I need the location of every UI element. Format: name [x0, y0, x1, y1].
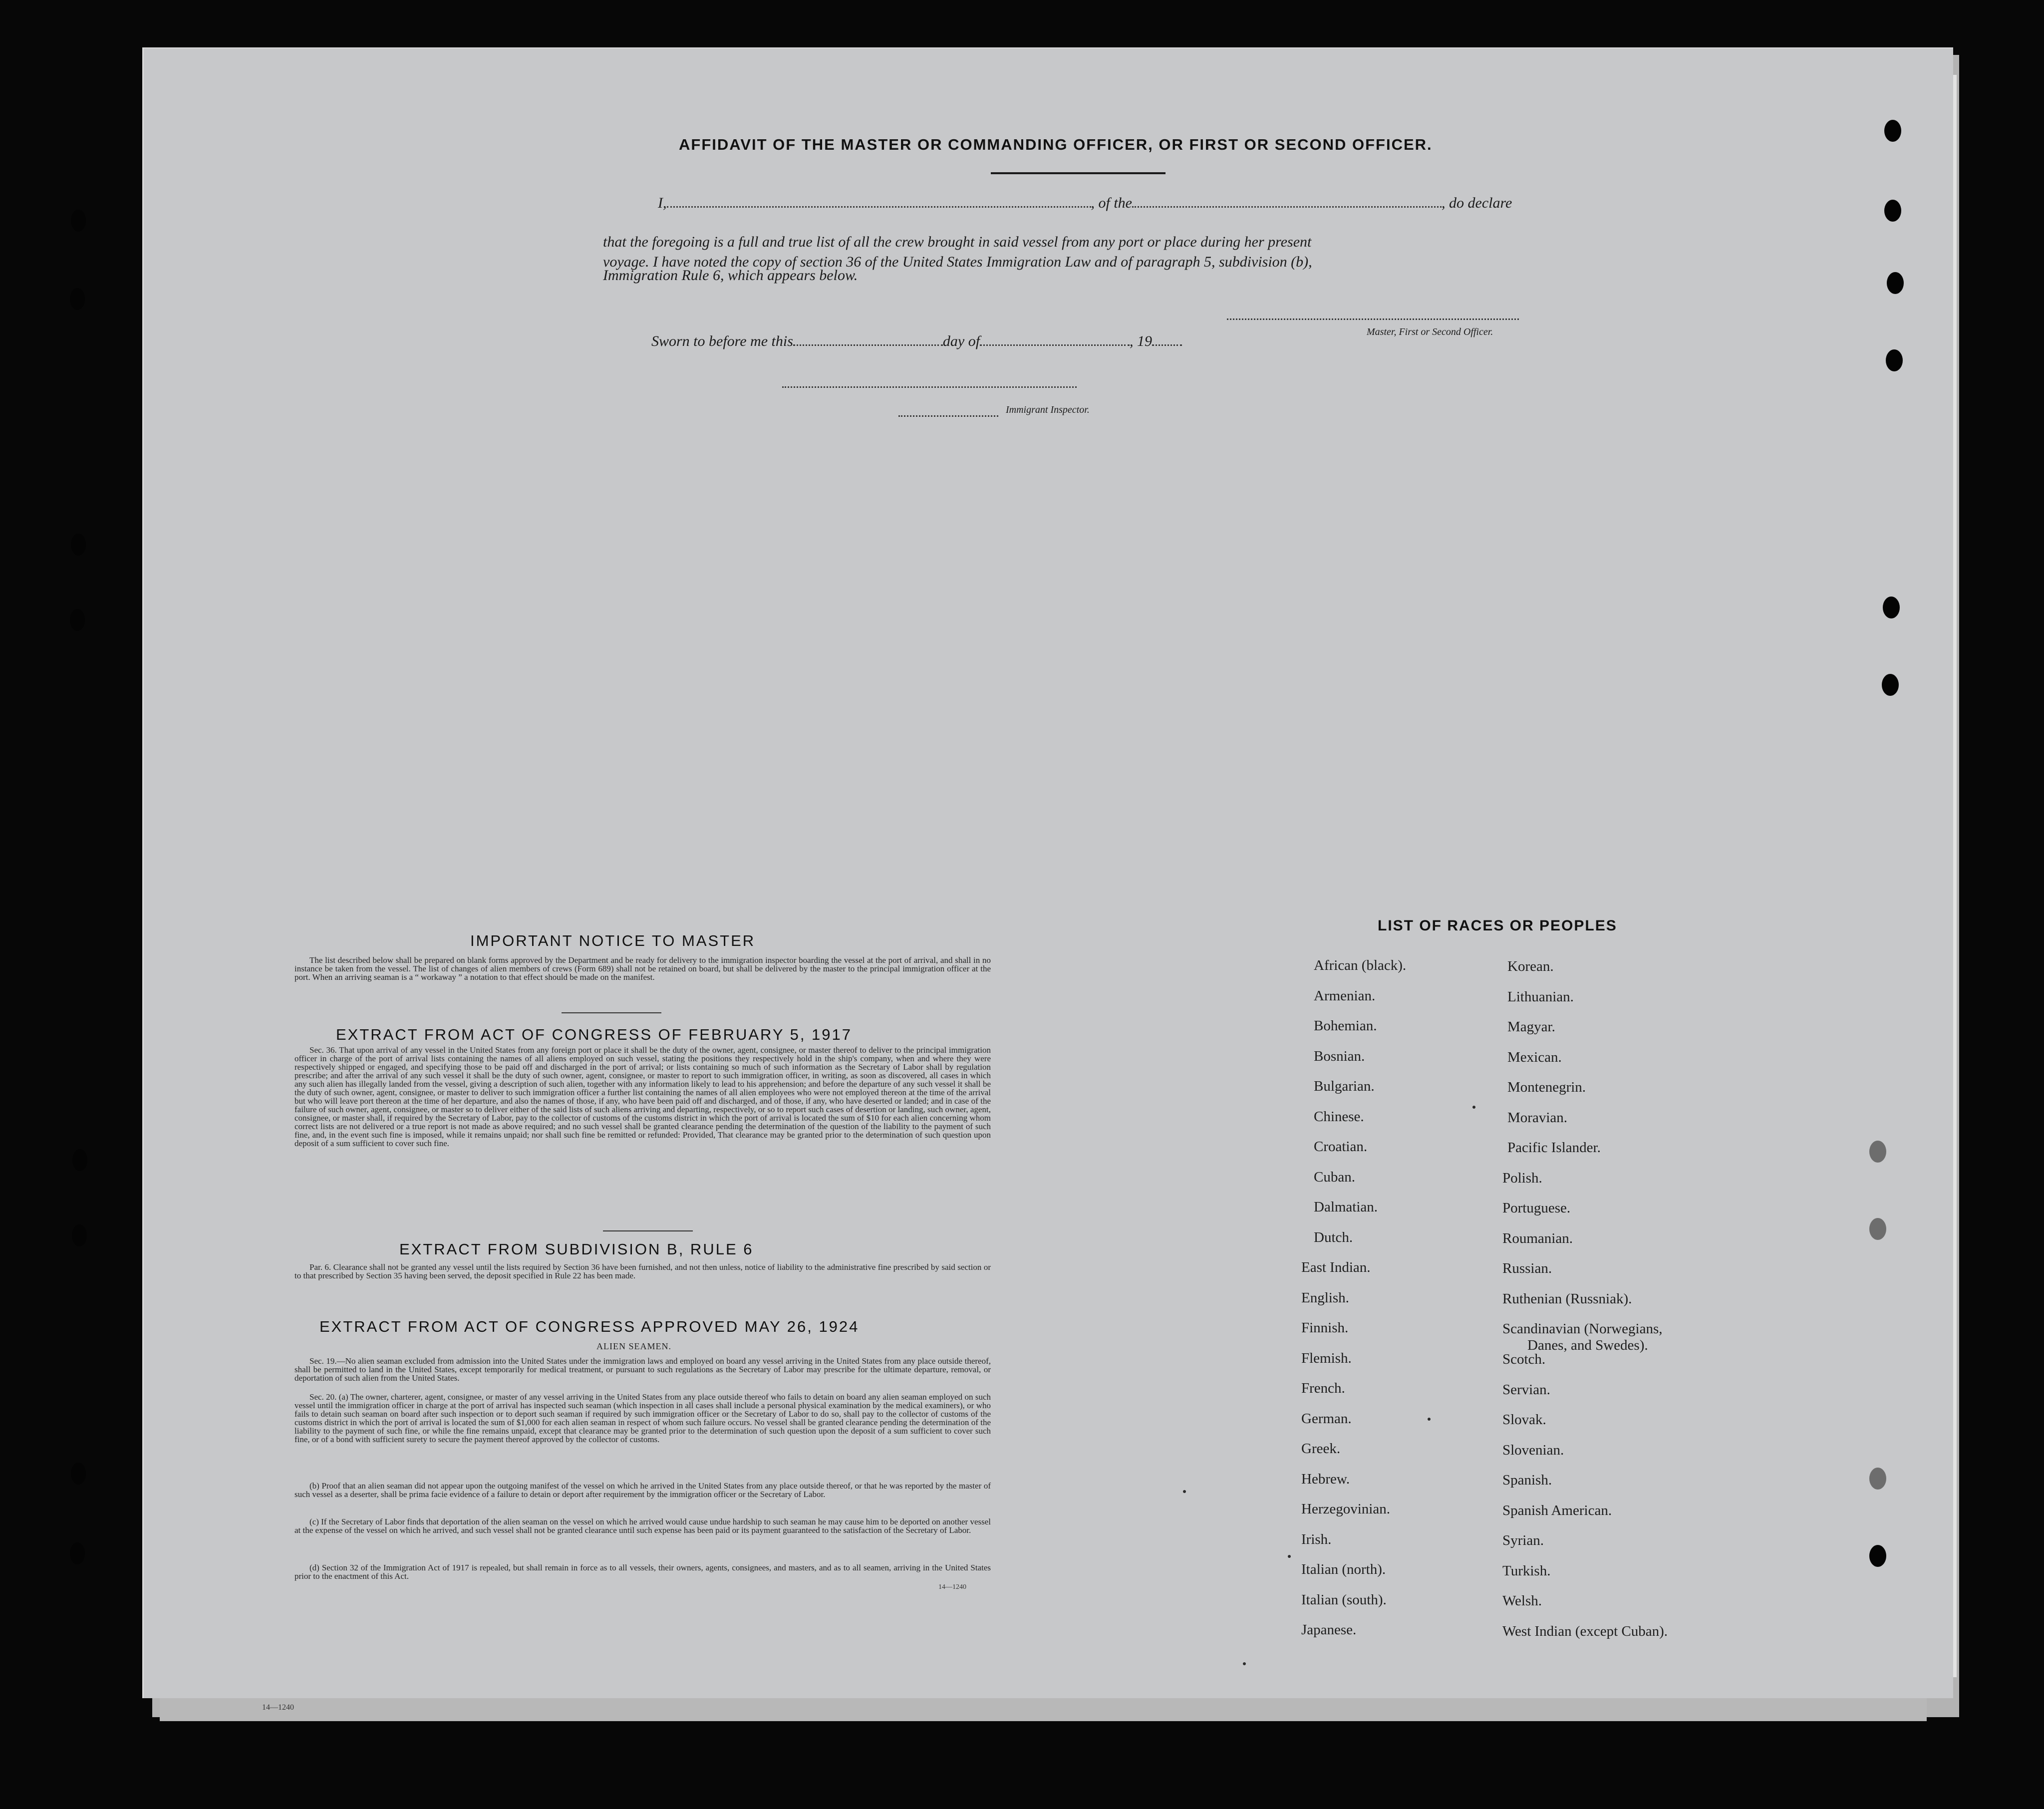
race-item: Lithuanian. — [1507, 988, 1574, 1005]
sec-19-text: Sec. 19.—No alien seaman excluded from admission into the United States under the immigration laws and employed on board any vessel arriving in the United States from any place outside thereof, shall be permitted to land in the United States, except temporarily for medical treatment, or pursuant to such regulations as the Secretary of Labor may prescribe for the ultimate departure, removal, or deportation of such alien from the United States. — [294, 1356, 991, 1383]
inspector-dotted-lead — [898, 413, 998, 417]
affidavit-line-2: that the foregoing is a full and true list of all the crew brought in said vessel from any port or place during her present — [603, 234, 1312, 250]
race-item: Bohemian. — [1314, 1018, 1377, 1034]
race-item: Italian (north). — [1301, 1561, 1386, 1577]
stray-mark — [1472, 1106, 1475, 1109]
sworn-year: , 19 — [1130, 333, 1153, 349]
race-item: Dalmatian. — [1314, 1199, 1378, 1215]
sec-20c-text: (c) If the Secretary of Labor finds that deportation of the alien seaman on the vessel on which he arrived would cause undue hardship to such seaman he may cause him to be deported on another vessel at the expense of the vessel on which he arrived, and such vessel shall not be granted clearance until such expense has been paid or its payment guaranteed to the satisfaction of the Secretary of Labor. — [294, 1517, 991, 1535]
affidavit-line-3: voyage. I have noted the copy of section 36 of the United States Immigration Law and of paragraph 5, subdivision (b), — [603, 254, 1312, 270]
master-caption: Master, First or Second Officer. — [1367, 326, 1493, 337]
race-item: Bulgarian. — [1314, 1078, 1375, 1094]
sworn-line — [651, 333, 1182, 350]
race-item: Welsh. — [1502, 1593, 1542, 1609]
vessel-blank — [1132, 204, 1442, 208]
race-item: Syrian. — [1502, 1532, 1544, 1548]
affidavit-title: AFFIDAVIT OF THE MASTER OR COMMANDING OFFICER, OR FIRST OR SECOND OFFICER. — [679, 136, 1433, 153]
race-item: Spanish American. — [1502, 1502, 1612, 1518]
stray-mark — [1288, 1555, 1291, 1558]
document-sheet — [142, 47, 1953, 1698]
form-number: 14—1240 — [938, 1583, 966, 1591]
race-item: Croatian. — [1314, 1139, 1368, 1155]
sec-20b-text: (b) Proof that an alien seaman did not appear upon the outgoing manifest of the vessel on which he arrived in the United States from any place outside thereof, or that he was reported by the master of such vessel as a deserter, shall be prima facie evidence of a failure to detain or deport after requirement by the immigration officer or the Secretary of Labor. — [294, 1481, 991, 1499]
race-item: Moravian. — [1507, 1109, 1567, 1126]
race-item: Roumanian. — [1502, 1230, 1573, 1246]
punch-hole — [1882, 674, 1899, 696]
race-item: Turkish. — [1502, 1562, 1551, 1579]
affidavit-line-4: Immigration Rule 6, which appears below. — [603, 267, 858, 284]
extract-rule6-body: Par. 6. Clearance shall not be granted any vessel until the lists required by Section 36 have been furnished, and not then unless, notice of liability to the administrative fine prescribed by said section or to that prescribed by Section 35 having been served, the deposit specified in Rule 22 has been made. — [294, 1262, 991, 1280]
race-item: French. — [1301, 1380, 1345, 1396]
stray-mark — [1428, 1418, 1431, 1421]
inspector-caption: Immigrant Inspector. — [1006, 404, 1090, 415]
name-blank — [667, 204, 1091, 208]
affidavit-line-1-end: , do declare — [1442, 195, 1512, 211]
race-item: Mexican. — [1507, 1049, 1562, 1065]
race-item: Finnish. — [1301, 1320, 1349, 1336]
race-item: Russian. — [1502, 1260, 1552, 1276]
race-item: Danes, and Swedes). — [1527, 1337, 1648, 1353]
punch-hole — [1869, 1141, 1886, 1163]
race-item: Scandinavian (Norwegians, — [1502, 1321, 1663, 1337]
punch-hole — [71, 534, 86, 556]
inspector-signature-blank — [782, 384, 1077, 388]
race-item: Polish. — [1502, 1170, 1542, 1186]
notice-body: The list described below shall be prepared on blank forms approved by the Department and be ready for delivery to the immigration inspector boarding the vessel at the port of arrival, and shall in no instance be taken from the vessel. The list of changes of alien members of crews (Form 689) shall not be retained on board, but shall be delivered by the master to the principal immigration officer at the port. When an arriving seaman is a “ workaway ” a notation to that effect should be made on the manifest. — [294, 955, 991, 982]
extract-rule6-title: EXTRACT FROM SUBDIVISION B, RULE 6 — [399, 1240, 754, 1258]
punch-hole — [1883, 597, 1900, 618]
punch-hole — [1887, 272, 1904, 294]
race-item: Bosnian. — [1314, 1048, 1365, 1064]
punch-hole — [1869, 1545, 1886, 1567]
race-item: Slovak. — [1502, 1412, 1546, 1428]
sworn-mid: day of — [942, 333, 980, 349]
signature-blank — [1227, 316, 1519, 320]
race-item: Japanese. — [1301, 1622, 1357, 1638]
race-item: Ruthenian (Russniak). — [1502, 1290, 1632, 1307]
race-item: West Indian (except Cuban). — [1502, 1623, 1668, 1639]
affidavit-line-1 — [658, 195, 1512, 212]
race-item: Pacific Islander. — [1507, 1140, 1601, 1156]
extract-1917-body: Sec. 36. That upon arrival of any vessel in the United States from any foreign port or place it shall be the duty of the owner, agent, consignee, or master thereof to deliver to the principal immigration officer in charge of the port of arrival lists containing the names of all aliens employed on such vessel, stating the positions they respectively hold in the ship's company, when and where they were respectively shipped or engaged, and specifying those to be paid off and discharged in the port of arrival; or lists containing so much of such information as the Secretary of Labor shall by regulation prescribe; and after the arrival of any such vessel it shall be the duty of such owner, agent, consignee, or master to report to such immigration officer, in writing, as soon as discovered, all cases in which any such alien has illegally landed from the vessel, giving a description of such alien, together with any information likely to lead to his apprehension; and before the departure of any such vessel it shall be the duty of such owner, agent, consignee, or master to deliver to such immigration officer a further list containing the names of all alien employees who were not employed thereon at the time of the arrival but who will leave port thereon at the time of her departure, and also the names of those, if any, who have been paid off and discharged, and of those, if any, who have deserted or landed; and in case of the failure of such owner, agent, consignee, or master so to deliver either of the said lists of such aliens arriving and departing, respectively, or so to report such cases of desertion or landing, such owner, agent, consignee, or master shall, if required by the Secretary of Labor, pay to the collector of customs of the customs district in which the port of arrival is located the sum of $10 for each alien concerning whom correct lists are not delivered or a true report is not made as above required; and no such vessel shall be granted clearance pending the determination of the question of the liability to the payment of such fine, and, in the event such fine is imposed, while it remains unpaid; nor shall such fine be remitted or refunded: Provided, That clearance may be granted prior to the determination of such question upon deposit of a sum sufficient to cover such fine. — [294, 1045, 991, 1148]
sec-20a-text: Sec. 20. (a) The owner, charterer, agent, consignee, or master of any vessel arriving in the United States from any place outside thereof who fails to detain on board any alien seaman employed on such vessel until the immigration officer in charge at the port of arrival has inspected such seaman (which inspection in all cases shall include a personal physical examination by the medical examiners), or who fails to detain such seaman on board after such inspection or to deport such seaman if required by such immigration officer or the Secretary of Labor to do so, shall pay to the collector of customs of the customs district in which the port of arrival is located the sum of $1,000 for each alien seaman in respect of whom such failure occurs. No vessel shall be granted clearance pending the determination of the liability to the payment of such fine, or while the fine remains unpaid, except that clearance may be granted prior to the determination of such question upon the deposit of a sum sufficient to cover such fine, or of a bond with sufficient surety to secure the payment thereof approved by the collector of customs. — [294, 1392, 991, 1444]
punch-hole — [70, 609, 85, 631]
race-item: Dutch. — [1314, 1229, 1353, 1245]
notice-title: IMPORTANT NOTICE TO MASTER — [470, 932, 756, 949]
race-item: East Indian. — [1301, 1259, 1371, 1275]
race-item: Spanish. — [1502, 1472, 1552, 1488]
punch-hole — [72, 1149, 87, 1171]
section-divider — [562, 1012, 661, 1013]
sec-20d-text: (d) Section 32 of the Immigration Act of 1917 is repealed, but shall remain in force as to all vessels, their owners, agents, consignees, and masters, and as to all seamen, arriving in the United States prior to the enactment of this Act. — [294, 1563, 991, 1581]
race-item: Italian (south). — [1301, 1591, 1387, 1608]
race-item: Scotch. — [1502, 1351, 1546, 1367]
race-item: Chinese. — [1314, 1108, 1364, 1125]
race-item: Flemish. — [1301, 1350, 1352, 1366]
race-item: Korean. — [1507, 958, 1554, 974]
race-item: English. — [1301, 1289, 1349, 1306]
affidavit-line-1-mid: , of the — [1091, 195, 1132, 211]
punch-hole — [1884, 120, 1901, 142]
extract-1917-title: EXTRACT FROM ACT OF CONGRESS OF FEBRUARY 5, 1917 — [336, 1026, 853, 1043]
race-item: Portuguese. — [1502, 1200, 1571, 1216]
punch-hole — [1884, 200, 1901, 222]
race-item: Servian. — [1502, 1381, 1550, 1398]
race-item: German. — [1301, 1410, 1352, 1427]
race-item: Armenian. — [1314, 987, 1376, 1004]
race-item: Herzegovinian. — [1301, 1501, 1390, 1517]
affidavit-line-1-start: I, — [658, 195, 667, 211]
punch-hole — [70, 1542, 85, 1564]
punch-hole — [1869, 1218, 1886, 1240]
sworn-start: Sworn to before me this — [651, 333, 793, 349]
race-item: Cuban. — [1314, 1169, 1355, 1185]
punch-hole — [72, 1224, 87, 1246]
punch-hole — [70, 288, 85, 310]
day-blank — [793, 342, 943, 346]
race-item: Hebrew. — [1301, 1471, 1350, 1487]
punch-hole — [1869, 1468, 1886, 1490]
race-item: Magyar. — [1507, 1019, 1555, 1035]
race-item: Montenegrin. — [1507, 1079, 1586, 1095]
race-item: African (black). — [1314, 957, 1407, 973]
section-divider — [603, 1230, 693, 1231]
punch-hole — [71, 210, 86, 232]
races-title: LIST OF RACES OR PEOPLES — [1378, 917, 1617, 934]
year-blank — [1152, 342, 1182, 346]
month-blank — [980, 342, 1130, 346]
stray-mark — [1183, 1490, 1186, 1493]
race-item: Slovenian. — [1502, 1442, 1564, 1458]
footer-form-number: 14—1240 — [262, 1703, 294, 1712]
extract-1924-title: EXTRACT FROM ACT OF CONGRESS APPROVED MAY 26, 1924 — [319, 1318, 860, 1335]
title-rule — [991, 172, 1166, 174]
alien-seamen-heading: ALIEN SEAMEN. — [596, 1341, 671, 1351]
stray-mark — [1243, 1662, 1246, 1665]
punch-hole — [1886, 349, 1903, 371]
race-item: Greek. — [1301, 1441, 1341, 1457]
race-item: Irish. — [1301, 1531, 1332, 1547]
punch-hole — [71, 1463, 86, 1485]
page-edge — [1953, 75, 1957, 1677]
